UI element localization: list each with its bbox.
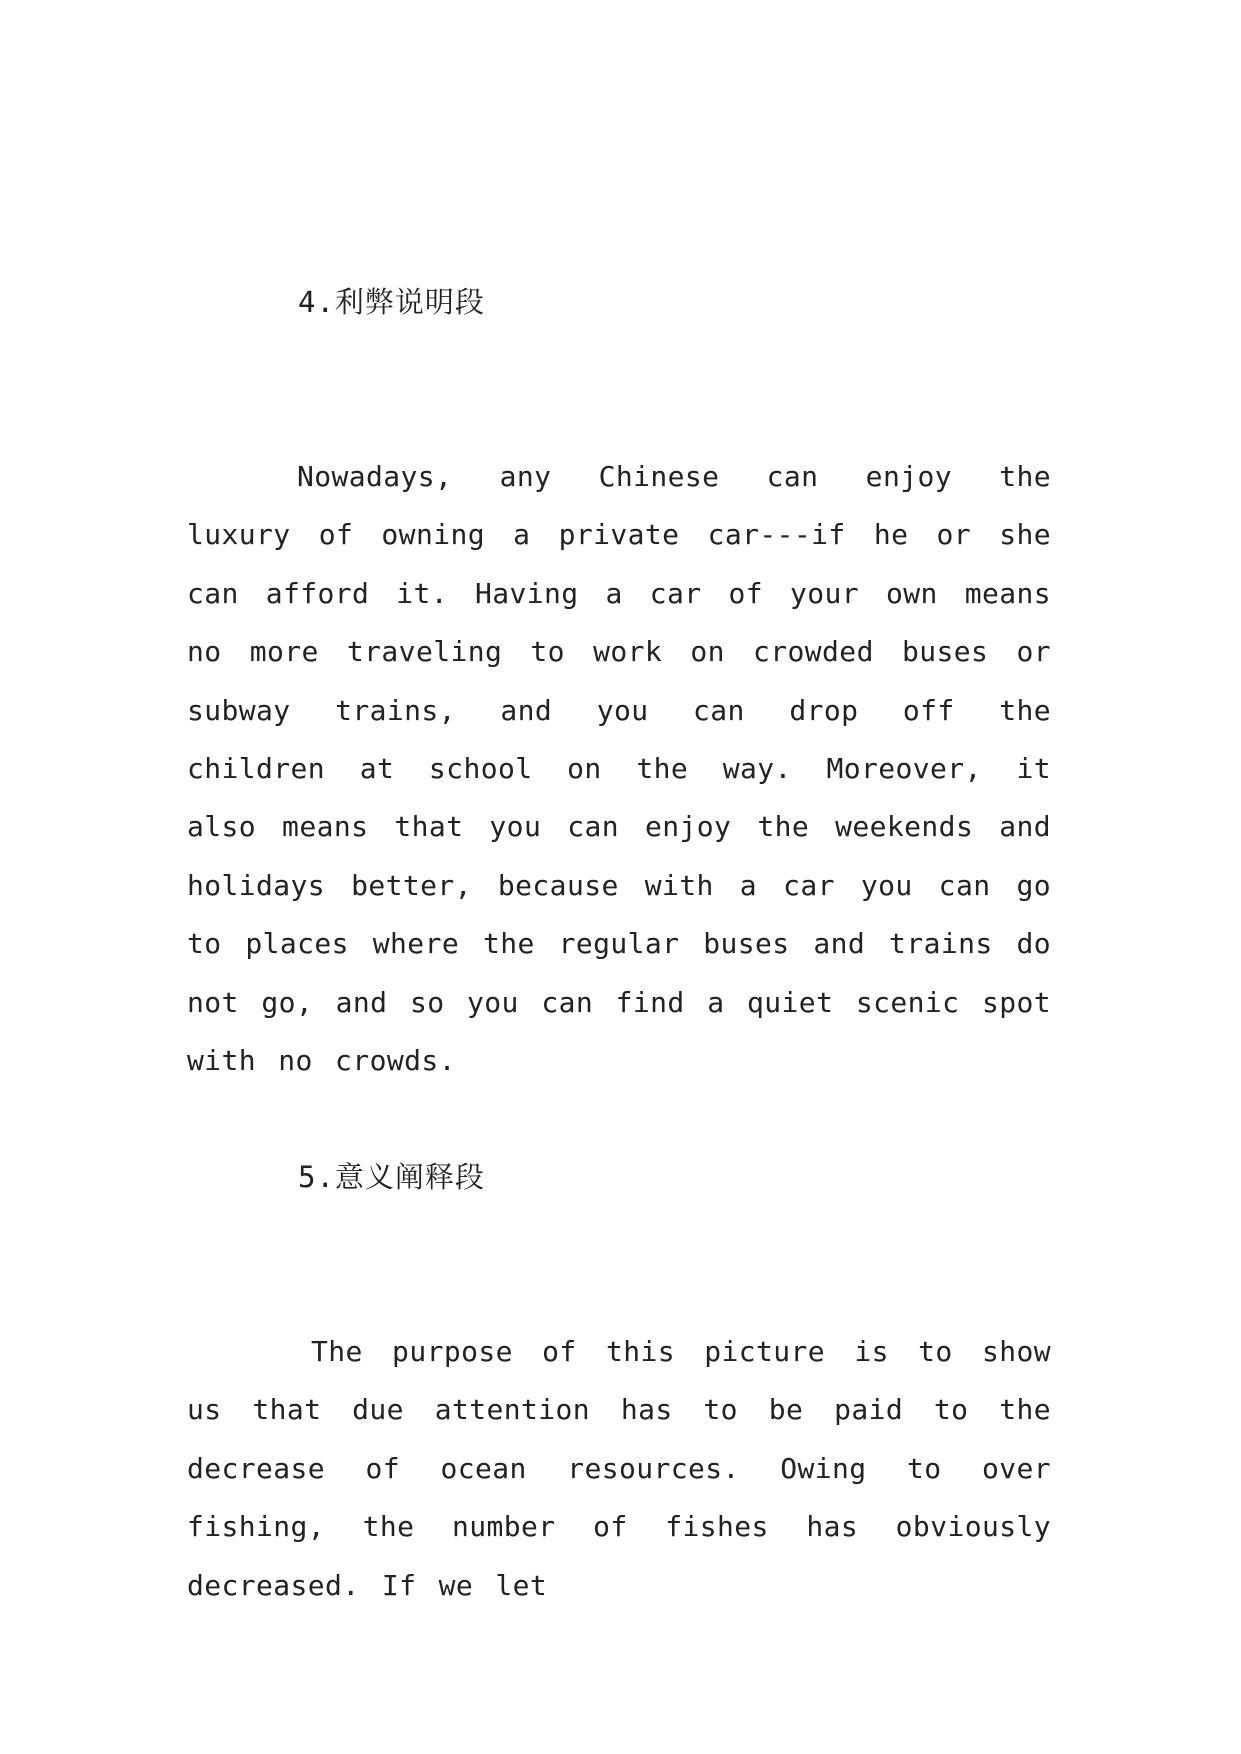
paragraph-private-car: Nowadays, any Chinese can enjoy the luxury of owning a private car---if he or she can afford it. Having a car of your own means no more traveling to work on crowded buses or subway trains, and you can drop off the children at school on the way. Moreover, it also means that you can enjoy the weekends and holidays better, because with a car you can go to places where the regular buses and trains do not go, and so you can find a quiet scenic spot with no crowds. <box>187 460 1051 1078</box>
section-heading-pros-cons: 4.利弊说明段 <box>298 285 485 319</box>
section-heading-significance: 5.意义阐释段 <box>298 1160 485 1194</box>
paragraph-ocean-resources: The purpose of this picture is to show us that due attention has to be paid to the decrease of ocean resources. Owing to over fishing, the number of fishes has obviously decreased. If we let <box>187 1335 1051 1602</box>
